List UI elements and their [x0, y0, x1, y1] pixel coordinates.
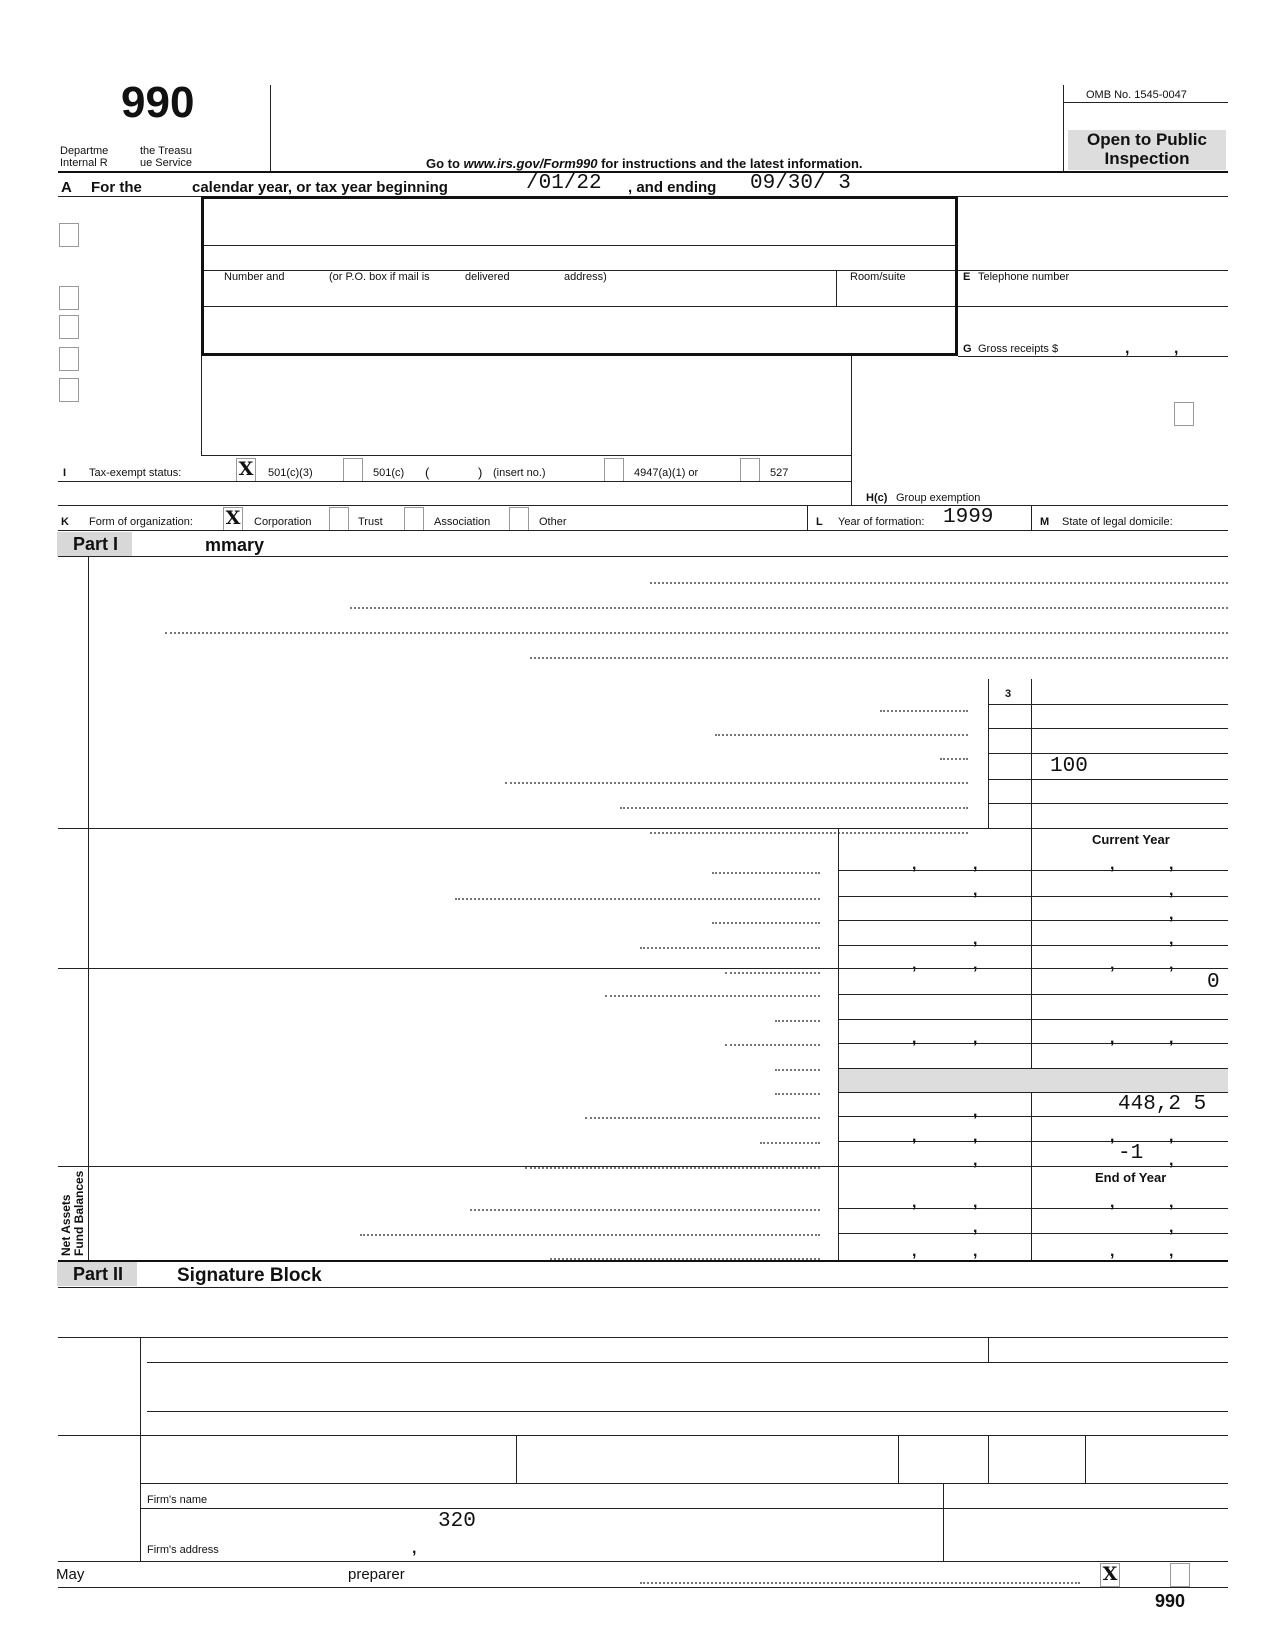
footer-rule	[58, 1587, 1228, 1588]
gov-leader-6	[940, 748, 968, 760]
na-leader-22	[550, 1248, 820, 1260]
rev-comma-g: ,	[1169, 906, 1174, 923]
na-comma-e: ,	[973, 1219, 978, 1236]
firm-address-rule	[58, 1561, 1228, 1562]
inspection: Inspection	[1104, 149, 1190, 168]
dept-line1: Departme	[60, 145, 109, 157]
exp-comma-c: ,	[1110, 1030, 1115, 1047]
address-po-box-label: (or P.O. box if mail is	[329, 271, 430, 283]
trust-label: Trust	[358, 516, 383, 528]
net-assets-label-1: Net Assets	[59, 1194, 73, 1256]
exp-row-14	[838, 1019, 1228, 1020]
exp-comma-a: ,	[912, 1030, 917, 1047]
part-2-title: Signature Block	[177, 1265, 322, 1286]
line-a-for-the: For the	[91, 179, 142, 196]
preparer-row-rule	[140, 1483, 1228, 1484]
option-527-label: 527	[770, 467, 789, 479]
checkbox-501c[interactable]	[343, 458, 363, 482]
exp-comma-d: ,	[1169, 1030, 1174, 1047]
line-i-letter: I	[63, 467, 67, 479]
na-comma-a: ,	[912, 1194, 917, 1211]
part-1-sidebar	[88, 556, 89, 1261]
rev-comma-f: ,	[1169, 882, 1174, 899]
prior-year-col-left	[838, 828, 839, 1261]
exp-row-16b-shade	[839, 1069, 1228, 1092]
line-e-rule-bottom	[958, 306, 1228, 307]
exp-leader-17	[585, 1107, 820, 1119]
tax-year-begin-date[interactable]: /01/22	[526, 172, 602, 195]
exp-comma-i: ,	[1169, 1128, 1174, 1145]
dept-service: ue Service	[140, 157, 192, 169]
dept-treasury: the Treasu	[140, 145, 192, 157]
part-1-tag: Part I	[57, 532, 132, 556]
rev-comma-j: ,	[912, 956, 917, 973]
other-label: Other	[539, 516, 567, 528]
rev-comma-l: ,	[1110, 956, 1115, 973]
rev-comma-i: ,	[1169, 931, 1174, 948]
goto-instructions	[426, 156, 863, 171]
checkbox-4947[interactable]	[604, 458, 624, 482]
firm-name-rule	[140, 1508, 1228, 1509]
line-a-letter: A	[61, 179, 72, 196]
open-to-public-box	[1068, 130, 1226, 170]
gov-row-4	[988, 779, 1228, 780]
rev-comma-e: ,	[973, 882, 978, 899]
checkbox-discuss-yes[interactable]: X	[1100, 1563, 1120, 1587]
line-g-rule	[958, 356, 1228, 357]
preparer-name-divider	[516, 1435, 517, 1483]
tax-year-end-date[interactable]: 09/30/ 3	[750, 172, 851, 195]
rev-leader-9	[455, 888, 820, 900]
line-a-text: calendar year, or tax year beginning	[192, 179, 448, 196]
part-1-title: mmary	[205, 535, 265, 555]
state-of-domicile-label: State of legal domicile:	[1062, 516, 1173, 528]
checkbox-address-change[interactable]	[59, 223, 79, 247]
firm-name-label: Firm's name	[147, 1494, 208, 1506]
rev-leader-11	[640, 937, 820, 949]
sign-top-rule	[58, 1337, 1228, 1338]
doing-business-as-rule	[204, 245, 955, 246]
paren-close: )	[478, 465, 483, 480]
exp-comma-e: ,	[973, 1103, 978, 1120]
address-number-street-label: Number and	[224, 271, 285, 283]
net-assets-side-label	[60, 1166, 88, 1256]
na-comma-b: ,	[973, 1194, 978, 1211]
gov-row-5	[988, 803, 1228, 804]
part-1-bottom-rule	[58, 1260, 1228, 1262]
gov-row-2	[988, 728, 1228, 729]
value-negative[interactable]: -1	[1118, 1142, 1144, 1165]
line-2-leader	[350, 597, 1228, 609]
firm-ein-divider	[943, 1483, 944, 1562]
principal-officer-left	[201, 356, 202, 455]
na-leader-20	[470, 1199, 820, 1211]
exp-row-13	[838, 994, 1228, 995]
checkbox-h-b[interactable]	[1174, 402, 1194, 426]
room-suite-label: Room/suite	[850, 271, 906, 283]
may-discuss-label: May	[56, 1566, 85, 1583]
gross-comma-2: ,	[1174, 340, 1179, 357]
gross-comma-1: ,	[1125, 340, 1130, 357]
street-rule-bottom	[204, 306, 955, 307]
value-zero[interactable]: 0	[1207, 971, 1220, 994]
net-assets-section-rule	[58, 1166, 1228, 1167]
open-to-public: Open to Public	[1087, 130, 1207, 149]
na-comma-d: ,	[1169, 1194, 1174, 1211]
option-4947-label: 4947(a)(1) or	[634, 467, 699, 479]
na-comma-h: ,	[973, 1243, 978, 1260]
net-assets-label-2: Fund Balances	[72, 1170, 86, 1256]
gov-leader-4	[880, 700, 968, 712]
line-j-rule	[58, 505, 1228, 506]
exp-comma-h: ,	[1110, 1128, 1115, 1145]
part-2-header-rule	[58, 1287, 1228, 1288]
room-suite-divider	[836, 270, 837, 307]
preparer-check-divider	[1085, 1435, 1086, 1483]
paid-preparer-top-rule	[58, 1435, 1228, 1436]
rev-comma-c: ,	[1110, 856, 1115, 873]
line-l-divider	[807, 505, 808, 531]
officer-name-line[interactable]	[147, 1411, 1228, 1412]
gross-receipts-label: Gross receipts $	[978, 343, 1059, 355]
gov-row-1	[988, 704, 1228, 705]
tax-exempt-status-label: Tax-exempt status:	[89, 467, 182, 479]
goto-prefix: Go to	[426, 156, 464, 171]
expenses-section-rule	[58, 968, 1228, 969]
gov-leader-5	[715, 724, 968, 736]
line-num-col-left	[988, 679, 989, 829]
firm-address-label: Firm's address	[147, 1544, 219, 1556]
na-comma-c: ,	[1110, 1194, 1115, 1211]
rev-leader-8	[712, 862, 820, 874]
value-100[interactable]: 100	[1050, 755, 1088, 778]
corporation-label: Corporation	[254, 516, 312, 528]
exp-leader-14	[775, 1010, 820, 1022]
gov-row-3	[988, 753, 1228, 754]
checkbox-initial-return[interactable]	[59, 315, 79, 339]
paren-open: (	[425, 465, 430, 480]
checkbox-amended-return[interactable]	[59, 378, 79, 402]
na-comma-g: ,	[912, 1243, 917, 1260]
value-448[interactable]: 448,2 5	[1118, 1093, 1207, 1116]
checkbox-501c3[interactable]: X	[236, 458, 256, 482]
revenue-section-rule	[58, 828, 1228, 829]
address-label: address)	[564, 271, 607, 283]
firm-value-320[interactable]: 320	[438, 1510, 476, 1533]
rev-comma-k: ,	[973, 956, 978, 973]
header-divider-right	[1063, 85, 1064, 171]
sign-here-left	[140, 1337, 141, 1562]
line-num-col-right	[1031, 679, 1032, 829]
firm-address-comma: ,	[412, 1540, 417, 1557]
header-bottom-rule	[58, 171, 1228, 173]
year-of-formation-label: Year of formation:	[838, 516, 925, 528]
checkbox-final-return[interactable]	[59, 347, 79, 371]
line-1-leader	[650, 572, 1228, 584]
checkbox-trust[interactable]	[329, 507, 349, 531]
insert-no-label: (insert no.)	[493, 467, 546, 479]
checkbox-other[interactable]	[509, 507, 529, 531]
rev-comma-a: ,	[912, 856, 917, 873]
end-of-year-header: End of Year	[1095, 1170, 1167, 1185]
year-of-formation-value[interactable]: 1999	[943, 506, 994, 529]
line-2c-leader	[530, 647, 1228, 659]
current-year-col-left	[1031, 828, 1032, 1261]
line-e-letter: E	[963, 271, 971, 283]
na-comma-f: ,	[1169, 1219, 1174, 1236]
rev-comma-h: ,	[973, 931, 978, 948]
preparer-sig-divider	[898, 1435, 899, 1483]
checkbox-name-change[interactable]	[59, 286, 79, 310]
exp-leader-13	[605, 985, 820, 997]
na-comma-i: ,	[1110, 1243, 1115, 1260]
line-k-rule	[58, 530, 1228, 531]
line-hc-letter: H(c)	[866, 492, 888, 504]
line-l-letter: L	[816, 516, 823, 528]
officer-signature-line[interactable]	[147, 1362, 1228, 1363]
header-divider-left	[270, 85, 271, 171]
checkbox-corporation[interactable]: X	[223, 507, 243, 531]
goto-url[interactable]: www.irs.gov/Form990	[463, 156, 598, 171]
line-a-and-ending: , and ending	[628, 179, 717, 196]
checkbox-association[interactable]	[404, 507, 424, 531]
preparer-date-divider	[988, 1435, 989, 1483]
exp-comma-g: ,	[973, 1128, 978, 1145]
exp-leader-16a	[775, 1059, 820, 1071]
exp-leader-16b	[775, 1083, 820, 1095]
rev-comma-b: ,	[973, 856, 978, 873]
exp-comma-f: ,	[912, 1128, 917, 1145]
association-label: Association	[434, 516, 491, 528]
discuss-leader	[640, 1572, 1080, 1584]
na-comma-j: ,	[1169, 1243, 1174, 1260]
checkbox-discuss-no[interactable]	[1170, 1563, 1190, 1587]
rev-leader-10	[712, 912, 820, 924]
line-h-rule	[201, 455, 851, 456]
exp-comma-j: ,	[973, 1152, 978, 1169]
line-h-divider	[851, 356, 852, 506]
part-1-header-rule	[58, 556, 1228, 557]
option-501c-label: 501(c)	[373, 467, 405, 479]
address-delivered-label: delivered	[465, 271, 510, 283]
rev-comma-d: ,	[1169, 856, 1174, 873]
exp-leader-19	[525, 1157, 820, 1169]
line-i-rule	[58, 481, 851, 482]
line-2b-leader	[165, 622, 1228, 634]
exp-comma-k: ,	[1169, 1152, 1174, 1169]
form-of-organization-label: Form of organization:	[89, 516, 193, 528]
footer-form-number: 990	[1155, 1591, 1186, 1611]
signature-date-divider	[988, 1337, 989, 1362]
group-exemption-label: Group exemption	[896, 492, 981, 504]
na-leader-21	[360, 1224, 820, 1236]
dept-line2: Internal R	[60, 157, 108, 169]
exp-leader-18	[760, 1132, 820, 1144]
rev-comma-m: ,	[1169, 956, 1174, 973]
exp-leader-15	[725, 1034, 820, 1046]
checkbox-527[interactable]	[740, 458, 760, 482]
line-m-letter: M	[1040, 516, 1050, 528]
line-k-letter: K	[61, 516, 69, 528]
omb-underline	[1063, 102, 1228, 103]
line-number-3: 3	[1005, 688, 1012, 700]
preparer-label: preparer	[348, 1566, 405, 1583]
part-2-tag: Part II	[57, 1262, 137, 1286]
current-year-header: Current Year	[1092, 832, 1170, 847]
line-m-divider	[1031, 505, 1032, 531]
gov-leader-8	[620, 797, 968, 809]
exp-comma-b: ,	[973, 1030, 978, 1047]
telephone-label: Telephone number	[978, 271, 1070, 283]
line-g-letter: G	[963, 343, 972, 355]
gov-leader-7	[505, 772, 968, 784]
goto-suffix: for instructions and the latest information.	[597, 156, 863, 171]
omb-number: OMB No. 1545-0047	[1086, 89, 1187, 101]
form-number: 990	[121, 78, 195, 127]
exp-row-17	[838, 1116, 1228, 1117]
option-501c3-label: 501(c)(3)	[268, 467, 313, 479]
